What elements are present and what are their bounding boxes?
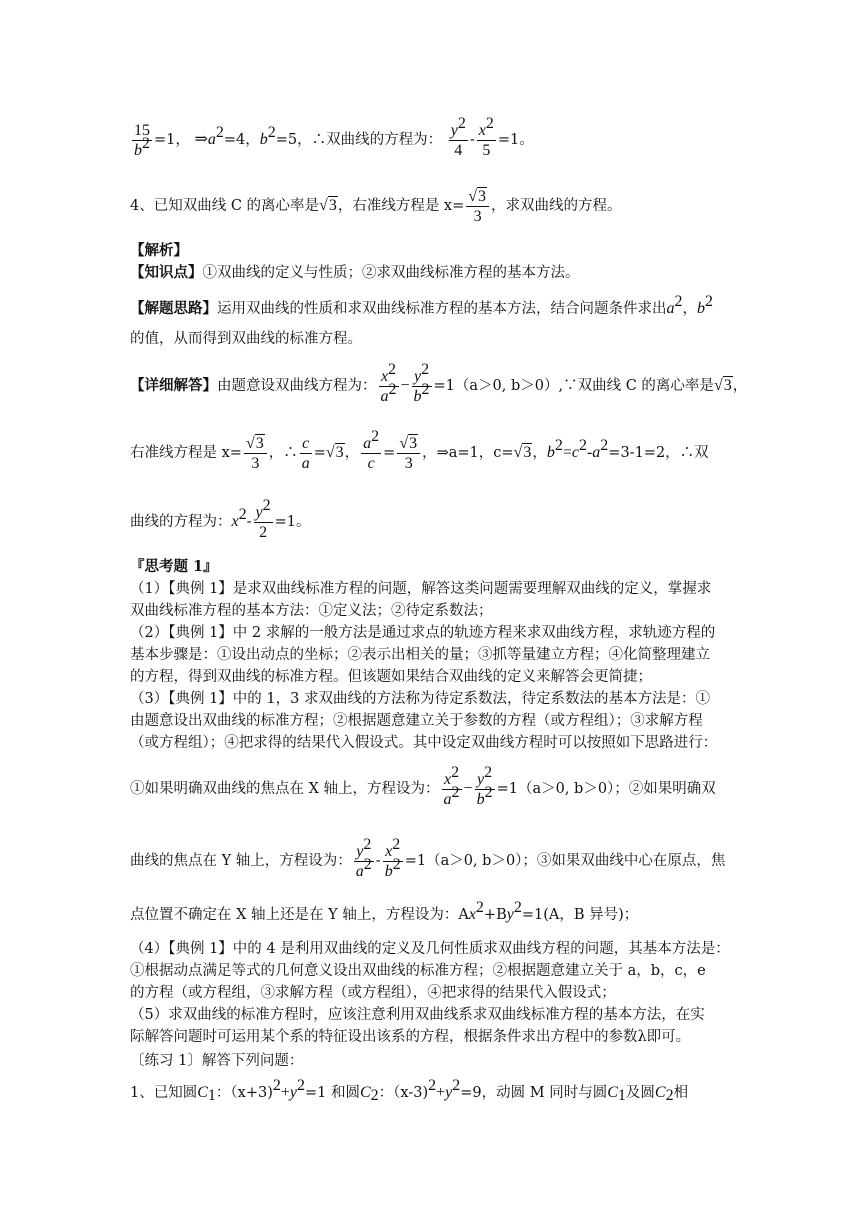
- p4-line2: ①根据动点满足等式的几何意义设出双曲线的标准方程；②根据题意建立关于 a，b，c，e: [130, 963, 706, 979]
- p3-line5: 曲线的焦点在 Y 轴上，方程设为： $\frac{y^2}{a^2}$ - $\frac{x^2}{b^2}$ =1（a＞0, b＞0）；③如果双曲线中心在原点，焦: [130, 835, 726, 880]
- problem-4-statement: 4、已知双曲线 C 的离心率是√3，右准线方程是 x= $\frac{√3}{3}$ ，求双曲线的方程。: [130, 187, 622, 225]
- p3-line4: ①如果明确双曲线的焦点在 X 轴上，方程设为： $\frac{x^2}{a^2}$ − $\frac{y^2}{b^2}$ =1（a＞0, b＞0）；②如果明确双: [130, 763, 716, 808]
- fraction-x2-over-5: $\frac{x^2}{5}$: [478, 114, 494, 159]
- p2-line3: 的方程，得到双曲线的标准方程。但该题如果结合双曲线的定义来解答会更简捷；: [130, 669, 652, 685]
- p4-line1: （4）【典例 1】中的 4 是利用双曲线的定义及几何性质求双曲线方程的问题，其基本方法是：: [130, 941, 730, 957]
- p4-line3: 的方程（或方程组，③求解方程（或方程组），④把求得的结果代入假设式；: [130, 985, 616, 1001]
- fraction-y2-over-4: $\frac{y^2}{4}$: [450, 114, 466, 159]
- exercise-heading: 〔练习 1〕解答下列问题：: [130, 1053, 304, 1069]
- solution-approach-line2: 的值，从而得到双曲线的标准方程。: [130, 331, 362, 347]
- p3-line2: 由题意设出双曲线的标准方程；②根据题意建立关于参数的方程（或方程组）；③求解方程: [130, 713, 703, 729]
- p5-line2: 际解答问题时可运用某个系的特征设出该系的方程，根据条件求出方程中的参数λ即可。: [130, 1029, 691, 1045]
- detailed-solution-line3: 曲线的方程为：$x^2-$ $\frac{y^2}{2}$ =1。: [130, 496, 311, 541]
- detailed-solution-line2: 右准线方程是 x= $\frac{√3}{3}$ ，∴ $\frac{c}{a}$ =√3， $\frac{a^2}{c}$ = $\frac{√3}{3}$ ，⇒a=1，c=√3，$b^2=c^2-a^2=3-1=2$，∴双: [130, 427, 709, 472]
- fraction-15-over-b2: $\frac{15}{b^2}$: [134, 121, 150, 159]
- knowledge-point: 【知识点】①双曲线的定义与性质；②求双曲线标准方程的基本方法。: [130, 264, 580, 281]
- detailed-solution-line1: 【详细解答】由题意设双曲线方程为： $\frac{x^2}{a^2}$ − $\frac{y^2}{b^2}$ =1（a＞0, b＞0）,∵双曲线 C 的离心率是√3，: [130, 360, 748, 405]
- p1-line1: （1）【典例 1】是求双曲线标准方程的问题，解答这类问题需要理解双曲线的定义，掌握求: [130, 581, 712, 597]
- fraction-sqrt3-over-3: $\frac{√3}{3}$: [466, 187, 489, 226]
- p2-line1: （2）【典例 1】中 2 求解的一般方法是通过求点的轨迹方程来求双曲线方程，求轨迹方程的: [130, 625, 716, 641]
- p5-line1: （5）求双曲线的标准方程时，应该注意利用双曲线系求双曲线标准方程的基本方法，在实: [130, 1007, 705, 1023]
- p3-line3: （或方程组）；④把求得的结果代入假设式。其中设定双曲线方程时可以按照如下思路进行：: [130, 735, 718, 751]
- p3-line6: 点位置不确定在 X 轴上还是在 Y 轴上，方程设为：$Ax^2+By^2=1(A$，B 异号)；: [130, 899, 639, 923]
- jiexi-heading: 【解析】: [130, 242, 188, 259]
- exercise-1-statement: 1、已知圆$C_1$：$(x+3)^2+y^2=1$ 和圆$C_2$：$(x-3)^2+y^2=9$，动圆 M 同时与圆$C_1$及圆$C_2$相: [130, 1077, 689, 1104]
- p2-line2: 基本步骤是：①设出动点的坐标；②表示出相关的量；③抓等量建立方程；④化简整理建立: [130, 647, 710, 663]
- thinking-question-heading: 『思考题 1』: [130, 558, 218, 575]
- solution-approach-line1: 【解题思路】运用双曲线的性质和求双曲线标准方程的基本方法，结合问题条件求出$a^2$，$b^2$: [130, 293, 713, 317]
- p1-line2: 双曲线标准方程的基本方法：①定义法；②待定系数法；: [130, 603, 493, 619]
- line-answer-3: $\frac{15}{b^2}$ =1， $\Rightarrow a^2=4$，$b^2=5$，∴双曲线的方程为： $\frac{y^2}{4}$ - $\frac{x^2}{5}$ =1。: [134, 114, 534, 159]
- p3-line1: （3）【典例 1】中的 1，3 求双曲线的方法称为待定系数法，待定系数法的基本方法是：①: [130, 691, 710, 707]
